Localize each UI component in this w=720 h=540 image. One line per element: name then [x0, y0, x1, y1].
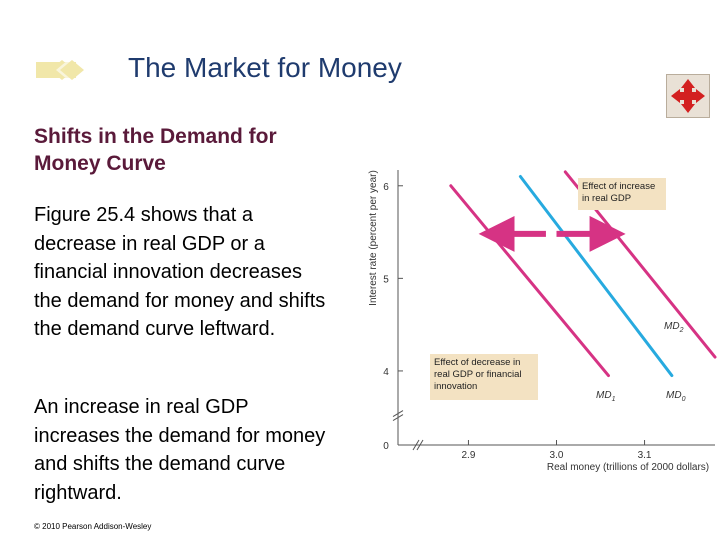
move-arrows-glyph: [670, 78, 706, 114]
y-tick-label: 4: [383, 366, 389, 378]
slide-title: The Market for Money: [128, 52, 402, 83]
y-tick-label: 6: [383, 181, 389, 193]
decrease-effect-label-line: Effect of decrease in: [434, 357, 521, 368]
copyright-notice: © 2010 Pearson Addison-Wesley: [34, 522, 152, 531]
origin-label: 0: [383, 441, 389, 452]
x-axis-label: Real money (trillions of 2000 dollars): [546, 462, 710, 473]
slide-subtitle: Shifts in the Demand for Money Curve: [34, 125, 277, 175]
x-tick-label: 2.9: [461, 450, 476, 461]
y-axis-label: Interest rate (percent per year): [368, 170, 379, 306]
series-label-md2: $MD_2$: [664, 321, 684, 334]
x-tick-label: 3.1: [637, 450, 652, 461]
money-demand-chart: [360, 158, 720, 488]
x-tick-label: 3.0: [549, 450, 564, 461]
increase-effect-label-line: Effect of increase: [582, 181, 656, 192]
y-tick-label: 5: [383, 274, 389, 286]
body-paragraph-increase: An increase in real GDP increases the demand for money and shifts the demand curve rightward.: [34, 396, 326, 504]
series-label-md0: $MD_0$: [666, 390, 686, 403]
increase-effect-label-line: in real GDP: [582, 193, 632, 204]
body-paragraph-decrease: Figure 25.4 shows that a decrease in real GDP or a financial innovation decreases the demand for money and shifts the demand curve leftward.: [34, 204, 326, 340]
series-label-md1: $MD_1$: [596, 390, 616, 403]
diamond-bullet-icon: [36, 58, 96, 82]
move-arrows-icon[interactable]: [666, 74, 710, 118]
series-line-md1: [451, 186, 609, 376]
decrease-effect-label-line: real GDP or financial: [434, 369, 522, 380]
decrease-effect-label-line: innovation: [434, 381, 478, 392]
